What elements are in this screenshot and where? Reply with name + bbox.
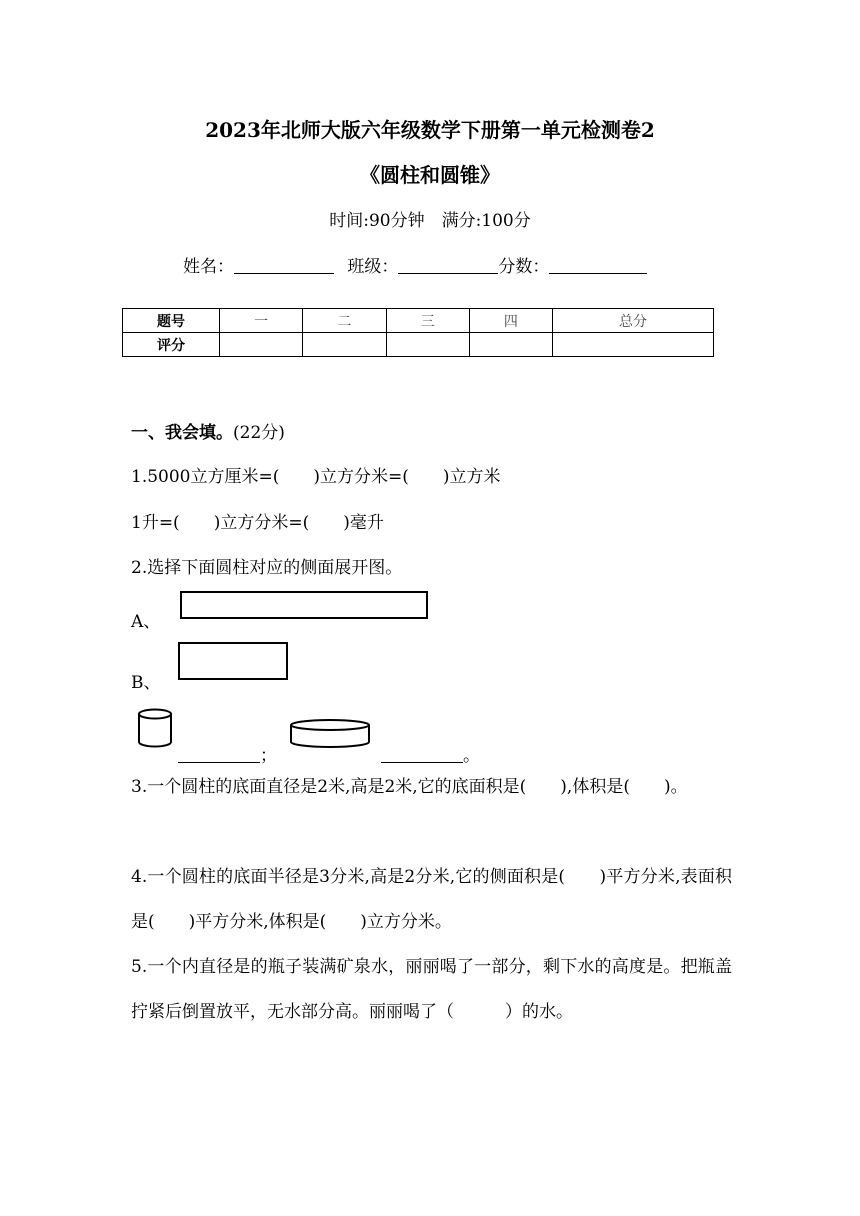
table-cell-column-2: 二 [303,309,386,333]
question-1-line-2: 1升=( )立方分米=( )毫升 [131,513,384,533]
table-cell-column-1: 一 [220,309,303,333]
answer-1-separator: ； [260,746,277,766]
table-cell-column-3: 三 [386,309,469,333]
answer-2-blank[interactable] [381,746,463,763]
question-1-line-1: 1.5000立方厘米=( )立方分米=( )立方米 [131,467,501,487]
time-and-score: 时间:90分钟 满分:100分 [329,211,531,231]
answer-2-separator: 。 [463,746,480,766]
question-5: 5.一个内直径是的瓶子装满矿泉水，丽丽喝了一部分，剩下水的高度是。把瓶盖拧紧后倒置放平，无水部分高。丽丽喝了（ ）的水。 [131,957,732,1022]
section-title: 一、我会填。 [131,423,233,443]
student-info-row [183,252,647,277]
answer-2 [381,741,480,766]
class-field[interactable] [398,257,498,274]
score-field[interactable] [549,257,647,274]
name-field[interactable] [234,257,334,274]
question-3: 3.一个圆柱的底面直径是2米,高是2米,它的底面积是( ),体积是( )。 [131,777,688,797]
answer-1-blank[interactable] [178,746,260,763]
name-label: 姓名： [183,257,234,277]
flat-cylinder-icon [288,718,372,752]
page-subtitle: 《圆柱和圆锥》 [360,163,500,187]
table-cell-header: 评分 [123,333,220,357]
table-row [123,309,714,333]
table-cell-column-4: 四 [469,309,552,333]
page-title: 2023年北师大版六年级数学下册第一单元检测卷2 [205,118,655,142]
score-cell[interactable] [553,333,714,357]
section-points: (22分) [233,423,285,443]
tall-cylinder-icon [136,708,176,750]
table-cell-header: 题号 [123,309,220,333]
section-heading [131,418,285,443]
question-2: 2.选择下面圆柱对应的侧面展开图。 [131,558,403,578]
option-b-rectangle-icon [178,642,288,680]
option-a-label: A、 [131,612,161,632]
score-cell[interactable] [303,333,386,357]
table-cell-column-total: 总分 [553,309,714,333]
option-a-rectangle-icon [180,591,428,619]
score-cell[interactable] [220,333,303,357]
class-label: 班级： [347,257,399,277]
option-b-label: B、 [131,673,161,693]
answer-1 [178,741,277,766]
score-table [122,308,714,357]
question-4: 4.一个圆柱的底面半径是3分米,高是2分米,它的侧面积是( )平方分米,表面积是( )平方分米,体积是( )立方分米。 [131,867,732,932]
score-cell[interactable] [386,333,469,357]
table-row [123,333,714,357]
score-cell[interactable] [469,333,552,357]
score-label: 分数： [498,257,550,277]
